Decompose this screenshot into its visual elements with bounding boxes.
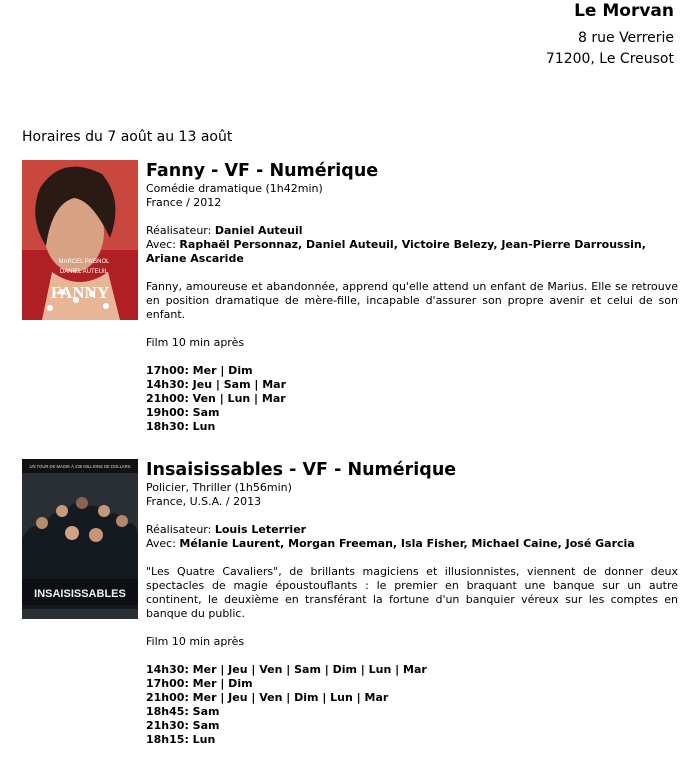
poster-tagline: UN TOUR DE MAGIE À 235 MILLIONS DE DOLLARS (29, 464, 131, 469)
director-label: Réalisateur: (146, 224, 212, 237)
showtime-row[interactable]: 18h45: Sam (146, 705, 220, 718)
director-name: Daniel Auteuil (214, 224, 303, 237)
poster-image (22, 160, 138, 320)
movie-cast-line (146, 238, 678, 266)
cinema-header (546, 0, 674, 70)
movie-info (146, 160, 678, 434)
movie-note: Film 10 min après (146, 336, 245, 349)
movie-genre: Comédie dramatique (1h42min) (146, 182, 323, 195)
movie-note: Film 10 min après (146, 635, 245, 648)
showtime-row[interactable]: 14h30: Mer | Jeu | Ven | Sam | Dim | Lun | Mar (146, 663, 427, 676)
cinema-address (546, 28, 674, 70)
poster-image (22, 459, 138, 619)
cinema-name: Le Morvan (574, 1, 674, 21)
schedule-date-range: Horaires du 7 août au 13 août (22, 129, 233, 145)
address-line-2: 71200, Le Creusot (545, 51, 674, 67)
showtime-row[interactable]: 18h15: Lun (146, 733, 216, 746)
poster-credit-2: DANIEL AUTEUIL (59, 269, 109, 275)
showtime-row[interactable]: 14h30: Jeu | Sam | Mar (146, 378, 287, 391)
movie-country-year: France / 2012 (146, 196, 222, 209)
movie-poster-insaisissables[interactable] (22, 459, 138, 619)
cast-names: Mélanie Laurent, Morgan Freeman, Isla Fisher, Michael Caine, José Garcia (179, 537, 635, 550)
movie-genre: Policier, Thriller (1h56min) (146, 481, 292, 494)
poster-title: INSAISISSABLES (34, 588, 126, 600)
movie-director-line (146, 523, 678, 537)
showtime-row[interactable]: 17h00: Mer | Dim (146, 364, 253, 377)
movie-title[interactable]: Fanny - VF - Numérique (146, 161, 379, 181)
poster-title: FANNY (50, 283, 110, 302)
director-name: Louis Leterrier (214, 523, 307, 536)
showtimes-list (146, 663, 678, 747)
showtime-row[interactable]: 21h00: Mer | Jeu | Ven | Dim | Lun | Mar (146, 691, 389, 704)
movie-cast-line (146, 537, 678, 551)
showtimes-list (146, 364, 678, 434)
address-line-1: 8 rue Verrerie (578, 30, 674, 46)
showtime-row[interactable]: 17h00: Mer | Dim (146, 677, 253, 690)
movie-director-line (146, 224, 678, 238)
showtime-row[interactable]: 21h00: Ven | Lun | Mar (146, 392, 286, 405)
movie-info (146, 459, 678, 747)
movie-synopsis: "Les Quatre Cavaliers", de brillants magiciens et illusionnistes, viennent de donner deux spectacles de magie époustouflants : le premier en braquant une banque sur un autre continent, le deuxième en transférant la fortune d'un banquier véreux sur les comptes en banque du public. (146, 565, 678, 620)
cast-label: Avec: (146, 537, 176, 550)
movie-title[interactable]: Insaisissables - VF - Numérique (146, 460, 457, 480)
showtime-row[interactable]: 19h00: Sam (146, 406, 220, 419)
cast-label: Avec: (146, 238, 176, 251)
movie-poster-fanny[interactable] (22, 160, 138, 320)
movie-country-year: France, U.S.A. / 2013 (146, 495, 262, 508)
showtime-row[interactable]: 21h30: Sam (146, 719, 220, 732)
showtime-row[interactable]: 18h30: Lun (146, 420, 216, 433)
cast-names: Raphaël Personnaz, Daniel Auteuil, Victoire Belezy, Jean-Pierre Darroussin, Ariane Ascaride (146, 238, 646, 265)
director-label: Réalisateur: (146, 523, 212, 536)
movie-synopsis: Fanny, amoureuse et abandonnée, apprend qu'elle attend un enfant de Marius. Elle se retrouve en position dramatique de mère-fille, incapable d'assurer son propre avenir et celui de son enfant. (146, 280, 678, 321)
poster-credit-1: MARCEL PAGNOL (58, 259, 110, 265)
